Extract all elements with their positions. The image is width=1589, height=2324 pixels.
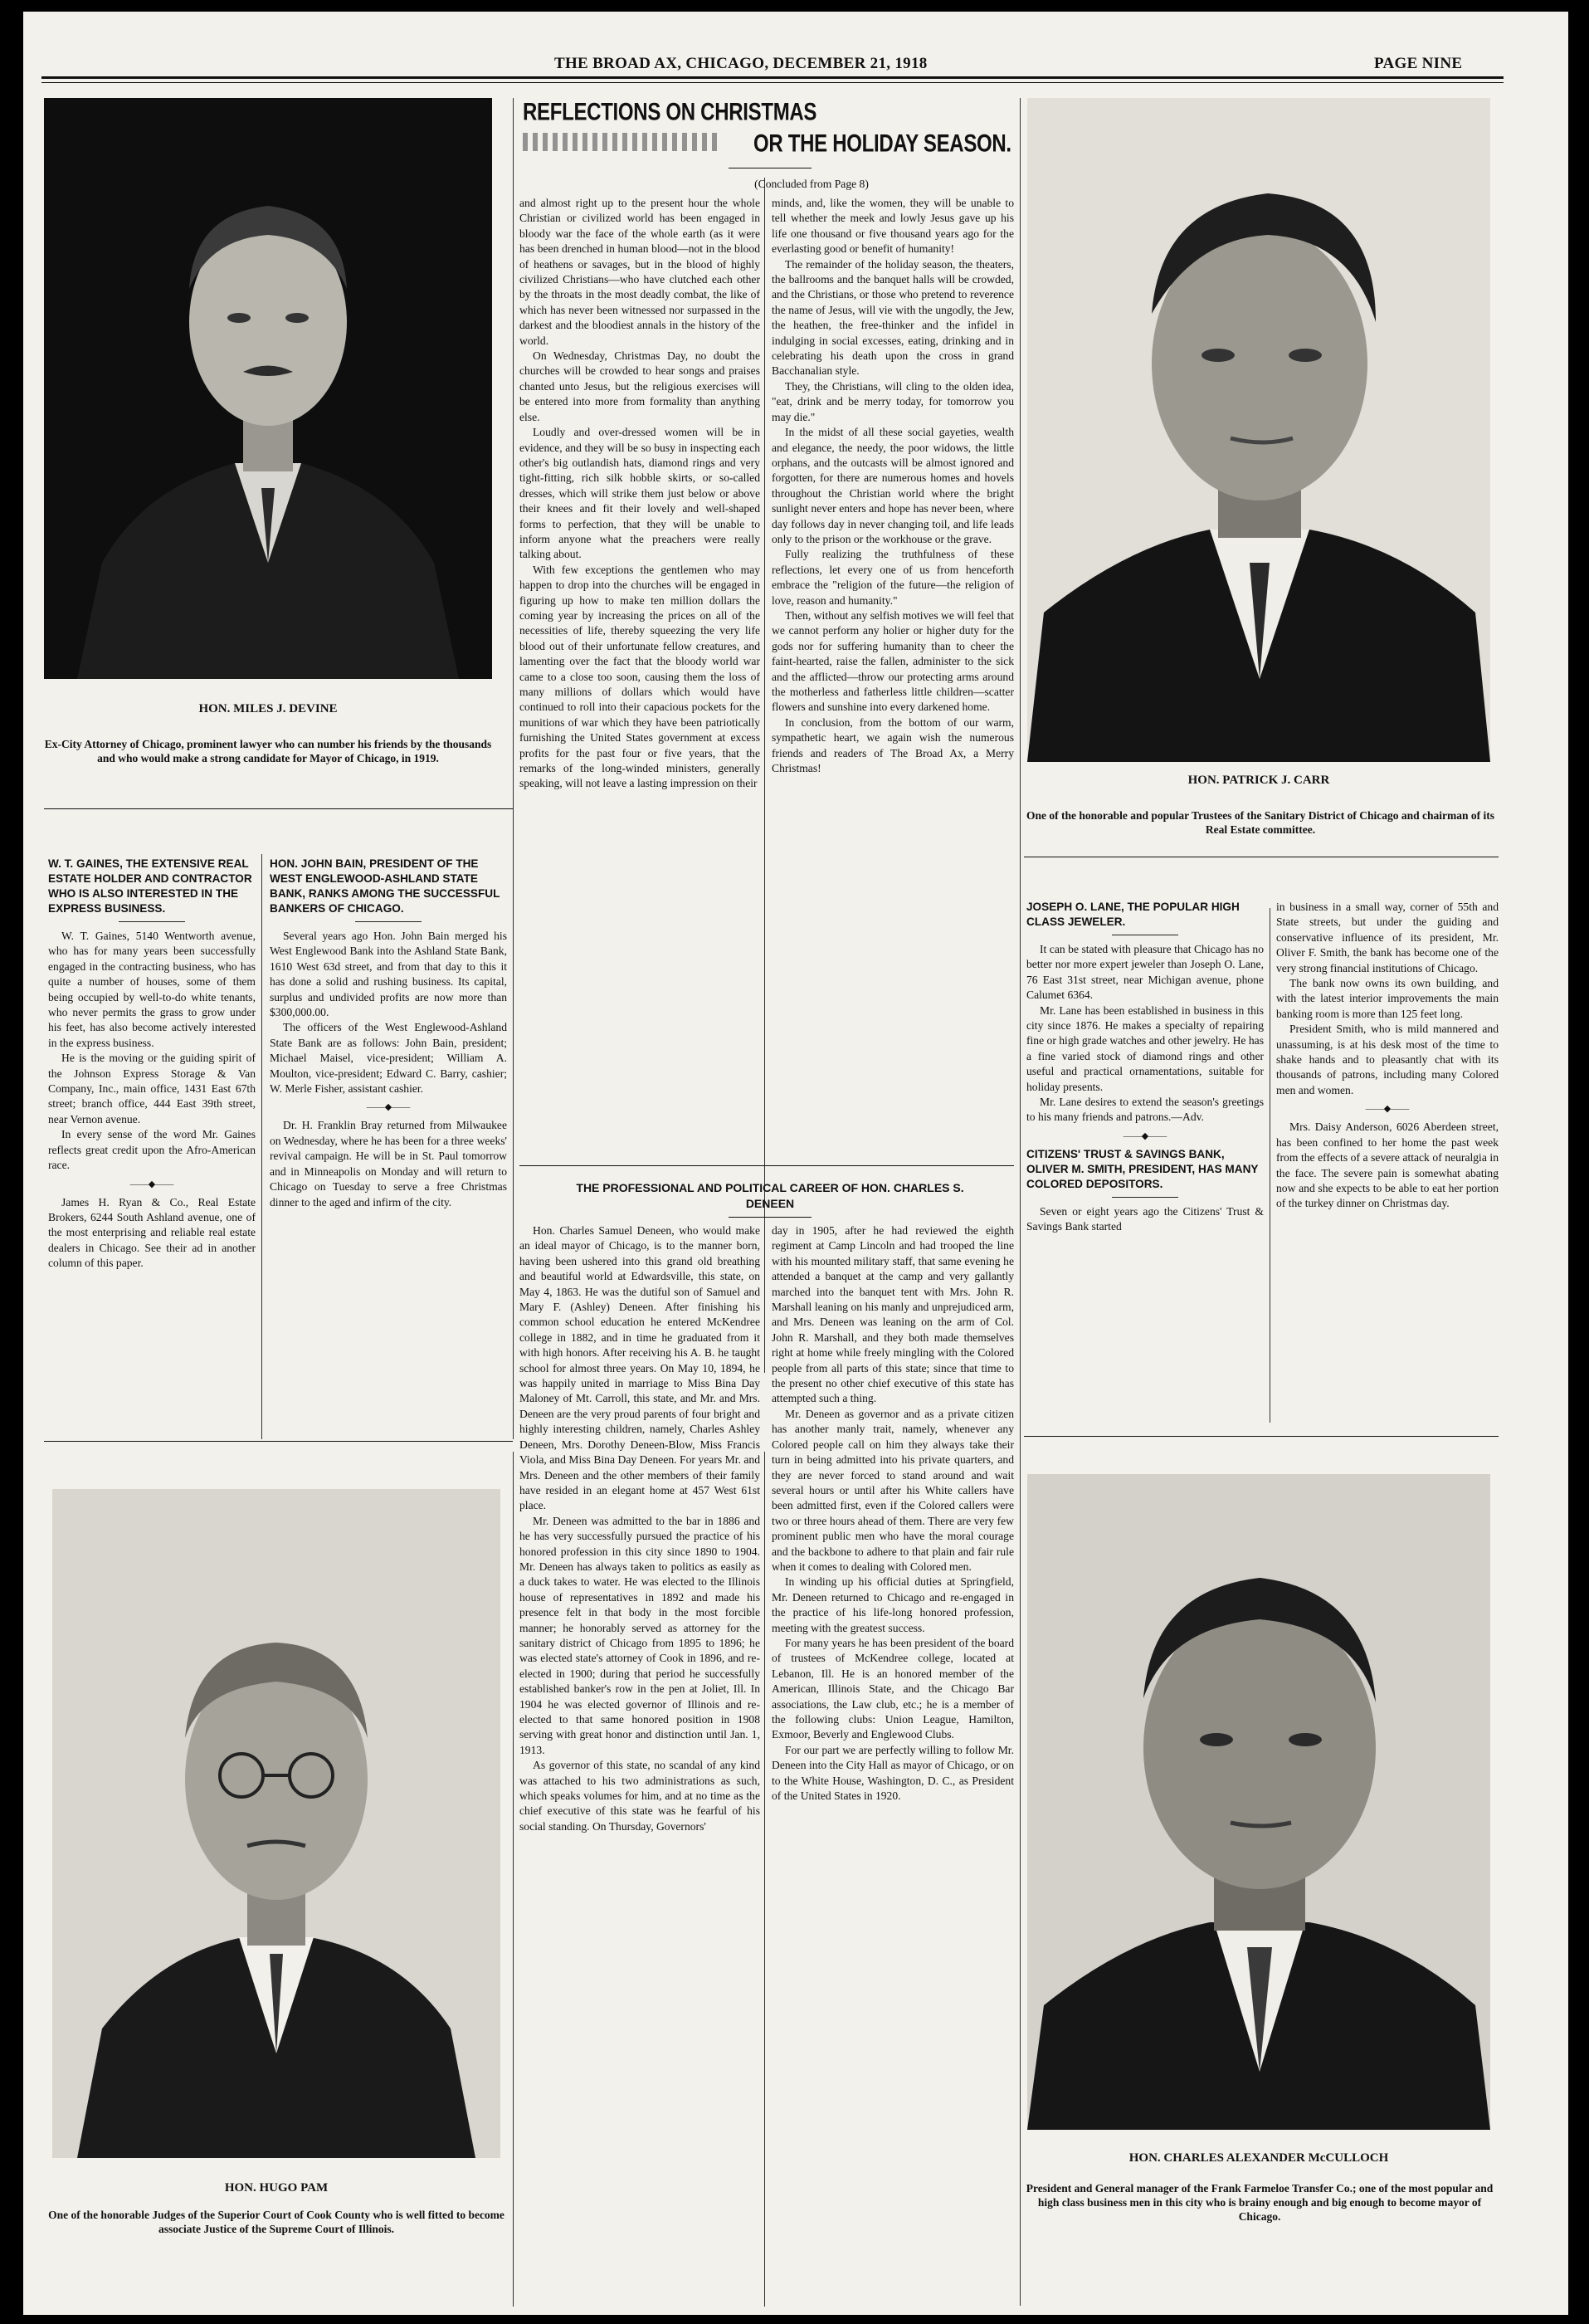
rule-mid-right	[1024, 1436, 1499, 1437]
rule-reflections-end	[519, 1165, 1014, 1166]
col-rule	[1020, 98, 1021, 2306]
rule-mid-left	[44, 1441, 513, 1442]
rule-short	[1112, 1197, 1178, 1198]
article-bain	[270, 857, 507, 1438]
diamond-rule-icon: ——◆——	[366, 1102, 411, 1113]
paragraph: Fully realizing the truthfulness of these reflections, let every one of us from henceforth embrace the "religion of the future—the religion of love, reason and humanity."	[772, 548, 1014, 607]
paragraph: Several years ago Hon. John Bain merged his West Englewood Bank into the Ashland State Bank, 1610 West 63d street, and from that day to this it has done a solid and rushing business. Its capital, surplus and undivided profits are now more than $300,000.00.	[270, 930, 507, 1019]
article-lane	[1026, 900, 1264, 1431]
rule-short	[119, 921, 185, 922]
paragraph: On Wednesday, Christmas Day, no doubt the churches will be crowded to hear songs and praises chanted unto Jesus, but the religious exercises will be entered into more from formality than anything else.	[519, 349, 760, 423]
caption-miles-devine: HON. MILES J. DEVINE	[198, 702, 338, 715]
paragraph: and almost right up to the present hour the whole Christian or civilized world has been engaged in bloody war the face of the whole earth (as it were has been drenched in human blood—not in the blood of heathens or savages, but in the blood of highly civilized Christians—who have clutched each other by the throats in the most deadly combat, the like of which has never been witnessed nor surpassed in the darkest and the bloodiest annals in the history of the world.	[519, 197, 760, 347]
paragraph: The officers of the West Englewood-Ashland State Bank are as follows: John Bain, president; Michael Maisel, vice-president; William A. Moulton, vice-president; Edward C. Barry, cashier; W. Merle Fisher, assistant cashier.	[270, 1021, 507, 1096]
headline-deneen: THE PROFESSIONAL AND POLITICAL CAREER OF HON. CHARLES S. DENEEN	[576, 1181, 964, 1210]
masthead-title: THE BROAD AX, CHICAGO, DECEMBER 21, 1918	[554, 55, 928, 72]
blurb-charles-mcculloch: President and General manager of the Frank Farmeloe Transfer Co.; one of the most popular and high class business men in this city who is brainy enough and big enough to become mayor of Chicago.	[1026, 2182, 1494, 2223]
masthead-rule	[41, 76, 1504, 79]
deneen-col2	[772, 1223, 1014, 2307]
paragraph: The bank now owns its own building, and with the latest interior improvements the main banking room is more than 125 feet long.	[1276, 977, 1499, 1020]
headline-gaines: W. T. GAINES, THE EXTENSIVE REAL ESTATE HOLDER AND CONTRACTOR WHO IS ALSO INTERESTED IN THE EXPRESS BUSINESS.	[48, 857, 252, 915]
diamond-rule-icon: ——◆——	[1365, 1104, 1410, 1115]
paragraph: day in 1905, after he had reviewed the eighth regiment at Camp Lincoln and had trooped the line with his mounted military staff, that same evening he attended a banquet at the camp and very gallantly marched into the banquet tent with Mrs. John R. Marshall leaning on his manly and unprejudiced arm, and Mrs. Deneen was leaning on the arm of Col. John R. Marshall, and they both made themselves right at home while freely mingling with the Colored people from all parts of this state; since that time to the present no other chief executive of this state has attempted such a thing.	[772, 1224, 1014, 1405]
col-rule	[764, 1452, 765, 2307]
col-rule	[513, 1452, 514, 2307]
blurb-hugo-pam: One of the honorable Judges of the Superior Court of Cook County who is well fitted to become associate Justice of the Supreme Court of Illinois.	[48, 2209, 504, 2235]
photo-patrick-carr	[1027, 98, 1490, 762]
paragraph: As governor of this state, no scandal of any kind was attached to his two administrations as such, which speaks volumes for him, and at no time as the chief executive of this state was he fearful of his social standing. On Thursday, Governors'	[519, 1759, 760, 1833]
blurb-patrick-carr: One of the honorable and popular Trustees of the Sanitary District of Chicago and chairman of its Real Estate committee.	[1026, 809, 1494, 836]
paragraph: President Smith, who is mild mannered and unassuming, is at his desk most of the time to shake hands and to pleasantly chat with its thousands of patrons, including many Colored men and women.	[1276, 1023, 1499, 1096]
article-smith	[1276, 900, 1499, 1431]
headline-reflections-2: OR THE HOLIDAY SEASON.	[753, 129, 1011, 158]
paragraph: Mr. Deneen as governor and as a private citizen has another manly trait, namely, whenever any Colored people call on him they always take their turn in being admitted into his private quarters, and they are never forced to stand around and wait several hours or until after his White callers have been admitted first, even if the Colored callers were two or three hours ahead of them. There are very few prominent public men who have the moral courage and the backbone to adhere to that plain and fair rule when it comes to dealing with Colored men.	[772, 1407, 1014, 1573]
paragraph-bray: Dr. H. Franklin Bray returned from Milwaukee on Wednesday, where he has been for a three weeks' revival campaign. He will be in St. Paul tomorrow and in Minneapolis on Monday and will return to Chicago on Tuesday to serve a free Christmas dinner to the aged and infirm of the city.	[270, 1119, 507, 1208]
photo-miles-devine	[44, 98, 492, 679]
photo-charles-mcculloch	[1027, 1474, 1490, 2130]
paragraph: For many years he has been president of the board of trustees of McKendree college, located at Lebanon, Ill. He is an honored member of the American, Illinois State, and the Chicago Bar associations, the Law club, etc.; he is a member of the following clubs: Union League, Hamilton, Exmoor, Beverly and Englewood Clubs.	[772, 1636, 1014, 1741]
paragraph: in business in a small way, corner of 55th and State streets, but under the guiding and conservative influence of its president, Mr. Oliver F. Smith, the bank has become one of the very strong financial institutions of Chicago.	[1276, 901, 1499, 974]
col-rule	[513, 98, 514, 1439]
paragraph: Seven or eight years ago the Citizens' Trust & Savings Bank started	[1026, 1204, 1264, 1233]
damaged-print	[523, 133, 722, 151]
rule-short	[729, 1217, 812, 1218]
masthead-rule-thin	[41, 82, 1504, 83]
blurb-miles-devine: Ex-City Attorney of Chicago, prominent lawyer who can number his friends by the thousands and who would make a strong candidate for Mayor of Chicago, in 1919.	[44, 738, 492, 764]
paragraph-anderson: Mrs. Daisy Anderson, 6026 Aberdeen street, has been confined to her home the past week from the effects of a severe attack of neuralgia in the face. The severe pain is somewhat abating now and she expects to be able to eat her portion of the turkey dinner on Christmas day.	[1276, 1120, 1499, 1210]
paragraph: In winding up his official duties at Springfield, Mr. Deneen returned to Chicago and re-engaged in the practice of his life-long honored profession, meeting with the greatest success.	[772, 1575, 1014, 1634]
paragraph: In the midst of all these social gayeties, wealth and elegance, the needy, the poor widows, the little orphans, and the outcasts will be almost ignored and forgotten, for there are numerous homes and hovels throughout the Christian world where the bright sunlight never enters and hope has never been, where day follows day in never changing toil, and life leads only to the prison or the workhouse or the grave.	[772, 426, 1014, 545]
paragraph: Loudly and over-dressed women will be in evidence, and they will be so busy in inspecting each other's big outlandish hats, diamond rings and very tight-fitting, rich silk hobble skirts, or so-called dresses, which will strike them just below or above their knees and fit their lovely and well-shaped forms to perfection, that they will be unable to inform anyone what the preachers were really talking about.	[519, 426, 760, 561]
headline-lane: JOSEPH O. LANE, THE POPULAR HIGH CLASS JEWELER.	[1026, 901, 1240, 928]
paragraph: W. T. Gaines, 5140 Wentworth avenue, who has for many years been successfully engaged in the contracting business, who has quite a number of houses, some of them being occupied by well-to-do white tenants, who never permits the grass to grow under his feet, has also become actively interested in the express business.	[48, 930, 256, 1049]
paragraph: With few exceptions the gentlemen who may happen to drop into the churches will be engaged in figuring up how to make ten million dollars the coming year by increasing the prices on all of the necessities of life, thereby squeezing the very life blood out of their unfortunate fellow creatures, and lamenting over the fact that the bloody world war came to a close too soon, causing them the loss of many millions of dollars which would have continued to roll into their capacious pockets for the munitions of war which they have been patriotically furnishing the United States government at excess profits for the past four or five years, that the remarks of the long-winded ministers, generally speaking, will not leave a lasting impression on their	[519, 563, 760, 790]
diamond-rule-icon: ——◆——	[1123, 1130, 1167, 1141]
rule-devine	[44, 808, 513, 809]
paragraph: He is the moving or the guiding spirit of the Johnson Express Storage & Van Company, Inc., main office, 1431 East 67th street; branch office, 444 East 39th street, near Vernon avenue.	[48, 1052, 256, 1125]
page-number: PAGE NINE	[1374, 55, 1463, 72]
headline-citizens: CITIZENS' TRUST & SAVINGS BANK, OLIVER M. SMITH, PRESIDENT, HAS MANY COLORED DEPOSITORS.	[1026, 1147, 1259, 1190]
deneen-col1	[519, 1223, 760, 2307]
paragraph: Then, without any selfish motives we will feel that we cannot perform any holier or higher duty for the gods nor for suffering humanity than to cheer the faint-hearted, raise the fallen, administer to the sick and the afflicted—throw our protecting arms around the motherless and fatherless little children—scatter flowers and sunshine into every darkened home.	[772, 608, 1014, 714]
paragraph: The remainder of the holiday season, the theaters, the ballrooms and the banquet halls will be crowded, and the Christians, or those who pretend to reverence the name of Jesus, will vie with the ungodly, the Jew, the heathen, the free-thinker and the infidel in indulging in social excesses, eating, drinking and in celebrating his death upon the cross in grand Bacchanalian style.	[772, 257, 1014, 378]
headline-bain: HON. JOHN BAIN, PRESIDENT OF THE WEST ENGLEWOOD-ASHLAND STATE BANK, RANKS AMONG THE SUCCESSFUL BANKERS OF CHICAGO.	[270, 857, 500, 915]
diamond-rule-icon: ——◆——	[129, 1179, 174, 1189]
paragraph: Mr. Lane has been established in business in this city since 1876. He makes a specialty of repairing fine or high grade watches and other jewelry. He has a fine varied stock of diamond rings and other useful and practical ornamentations, suitable for holiday presents.	[1026, 1003, 1264, 1093]
col-rule	[261, 854, 262, 1439]
headline-reflections-1: REFLECTIONS ON CHRISTMAS	[523, 98, 817, 126]
caption-charles-mcculloch: HON. CHARLES ALEXANDER McCULLOCH	[1128, 2151, 1389, 2165]
paragraph: For our part we are perfectly willing to follow Mr. Deneen into the City Hall as mayor of Chicago, or on to the White House, Washington, D. C., as President of the United States in 1920.	[772, 1743, 1014, 1803]
paragraph: It can be stated with pleasure that Chicago has no better nor more expert jeweler than Joseph O. Lane, 76 East 31st street, near Michigan avenue, phone Calumet 6364.	[1026, 943, 1264, 1002]
paragraph-ryan: James H. Ryan & Co., Real Estate Brokers, 6244 South Ashland avenue, one of the most enterprising and reliable real estate dealers in Chicago. See their ad in another column of this paper.	[48, 1195, 256, 1270]
article-gaines	[48, 857, 256, 1438]
newspaper-page	[23, 12, 1568, 2315]
caption-hugo-pam: HON. HUGO PAM	[224, 2181, 329, 2195]
paragraph: In conclusion, from the bottom of our warm, sympathetic heart, we again wish the numerous friends and readers of The Broad Ax, a Merry Christmas!	[772, 715, 1014, 775]
concluded-note: (Concluded from Page 8)	[754, 178, 869, 190]
paragraph: Mr. Deneen was admitted to the bar in 1886 and he has very successfully pursued the practice of his honored profession in this city since 1890 to 1904. Mr. Deneen has always taken to politics as easily as a duck takes to water. He was elected to the Illinois house of representatives in 1892 and made his presence felt in that body in the most forcible manner; he honorably served as attorney for the sanitary district of Chicago from 1895 to 1896; he was elected state's attorney of Cook in 1896, and re-elected in 1900; during that period he successfully established banker's row in the pen at Joliet, Ill. In 1904 he was elected governor of Illinois and re-elected to that same honored position in 1908 serving with great honor and distinction until Jan. 1, 1913.	[519, 1514, 760, 1756]
paragraph: They, the Christians, will cling to the olden idea, "eat, drink and be merry today, for tomorrow you may die."	[772, 379, 1014, 423]
photo-hugo-pam	[52, 1489, 500, 2158]
paragraph: In every sense of the word Mr. Gaines reflects great credit upon the Afro-American race.	[48, 1128, 256, 1172]
rule-short	[355, 921, 422, 922]
caption-patrick-carr: HON. PATRICK J. CARR	[1187, 774, 1330, 787]
paragraph: minds, and, like the women, they will be unable to tell whether the meek and lowly Jesus gave up his life one thousand or five thousand years ago for the everlasting good or benefit of humanity!	[772, 197, 1014, 256]
paragraph: Hon. Charles Samuel Deneen, who would make an ideal mayor of Chicago, is to the manner born, having been ushered into this grand old breathing and beautiful world at Edwardsville, this state, on May 4, 1863. He was the dutiful son of Samuel and Mary F. (Ashley) Deneen. After finishing his common school education he entered McKendree college in 1882, and in time he graduated from it with high honors. After receiving his A. B. he taught school for almost three years. On May 10, 1894, he was happily united in marriage to Miss Bina Day Maloney of Mt. Carroll, this state, and Mr. and Mrs. Deneen are the very proud parents of four bright and highly interesting children, namely, Charles Ashley Deneen, Mrs. Dorothy Deneen-Blow, Miss Francis Viola, and Miss Bina Day Deneen. For years Mr. and Mrs. Deneen and the other members of their family have resided in an elegant home at 457 West 61st place.	[519, 1224, 760, 1512]
paragraph: Mr. Lane desires to extend the season's greetings to his many friends and patrons.—Adv.	[1026, 1096, 1264, 1124]
